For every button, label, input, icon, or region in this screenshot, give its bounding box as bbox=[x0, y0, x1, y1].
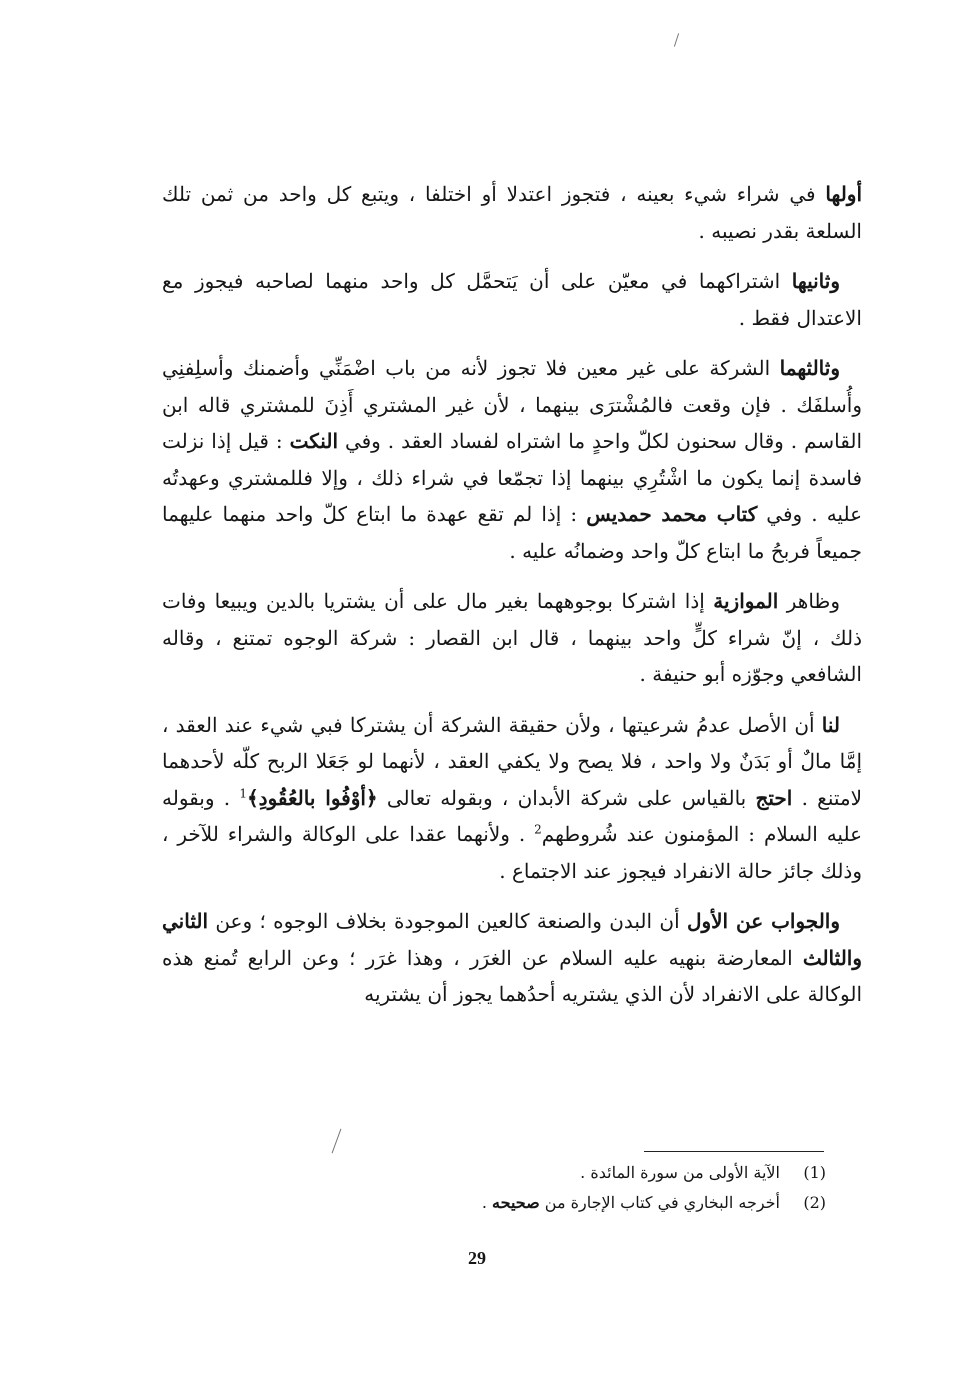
page-number: 29 bbox=[468, 1248, 486, 1268]
text-run: . وبقوله عليه السلام : المؤمنون عند شُروطهم bbox=[162, 785, 863, 846]
scan-mark bbox=[332, 1129, 342, 1154]
paragraph bbox=[162, 707, 862, 890]
footnote bbox=[326, 1158, 826, 1188]
text-run: وظاهر bbox=[778, 589, 840, 613]
text-run: في شراء شيء بعينه ، فتجوز اعتدلا أو اختلفا ، ويتبع كل واحد من ثمن تلك السلعة بقدر نصيبه . bbox=[162, 182, 862, 243]
bold-term: الموازية bbox=[713, 589, 779, 613]
footnote-text bbox=[482, 1188, 780, 1218]
footnote-text bbox=[580, 1158, 780, 1188]
text-run: إذا اشتركا بوجوههما بغير مال على أن يشتريا بالدين ويبيعا وفات ذلك ، إنّ شراء كلٍّ واحد بينهما ، قال ابن القصار : شركة الوجوه تمتنع ، وقاله الشافعي وجوّزه أبو حنيفة . bbox=[162, 589, 862, 686]
footnote-ref: 1 bbox=[239, 785, 247, 800]
bold-term: صحيحه bbox=[492, 1193, 540, 1212]
footnote-number: (1) bbox=[803, 1163, 826, 1182]
paragraph-lead: والجواب عن الأول bbox=[686, 909, 840, 933]
text-run: الشركة على غير معين فلا تجوز لأنه من باب اضْمَنِّي وأضمنك وأسلِفنِي وأُسلفَك . فإن وقعت فالمُشْترَى بينهما ، لأن غير المشتري أَذِنَ للمشتري قاله ابن القاسم . وقال سحنون لكلّ واحدٍ ما اشتراه لفساد العقد . وفي bbox=[162, 356, 862, 453]
bold-term: الثاني والثالث bbox=[162, 909, 862, 970]
paragraph-lead: أولها bbox=[825, 182, 862, 206]
bold-term: كتاب محمد حمديس bbox=[586, 502, 758, 526]
text-run: الآية الأولى من سورة المائدة . bbox=[580, 1163, 780, 1182]
footnotes bbox=[326, 1158, 826, 1218]
paragraph-lead: وثانيها bbox=[791, 269, 840, 293]
text-run: أخرجه البخاري في كتاب الإجارة من bbox=[539, 1193, 780, 1212]
text-run: . ولأنهما عقدا على الوكالة والشراء للآخر ، وذلك جائز حالة الانفراد فيجوز عند الاجتماع . bbox=[162, 822, 862, 883]
text-run: المعارضة بنهيه عليه السلام عن الغرَر ، وهذا غرَر ؛ وعن الرابع تُمنع هذه الوكالة على الانفراد لأن الذي يشتريه أحدُهما يجوز أن يشتريه bbox=[162, 945, 862, 1006]
text-run: : إذا لم تقع عهدة ما ابتاع كلّ واحد منهما عليهما جميعاً فربحُ ما ابتاع كلّ واحد وضمانُه عليه . bbox=[162, 502, 862, 563]
paragraph-lead: لنا bbox=[821, 712, 840, 737]
text-run: اشتراكهما في معيّن على أن يَتحمَّل كل واحد منهما لصاحبه فيجوز مع الاعتدال فقط . bbox=[162, 269, 862, 330]
body-text bbox=[162, 176, 862, 1027]
bold-term: النكت bbox=[289, 429, 338, 453]
bold-term: احتج bbox=[755, 785, 793, 810]
paragraph bbox=[162, 176, 862, 249]
paragraph bbox=[162, 350, 862, 569]
text-run: : قيل إذا نزلت فاسدة إنما يكون ما اشْتُرِي بينهما إذا تجمّعا في شراء ذلك ، وإلا فللمشتري وعهدتُه عليه . وفي bbox=[162, 429, 863, 526]
text-run: أن الأصل عدمُ شرعيتها ، ولأن حقيقة الشركة أن يشتركا فبي شيء عند العقد ، إمَّا مالٌ أو بَدَنٌ ولا واحد ، فلا يصح ولا يكفي العقد ، لأنهما لو جَعَلا الربح كلّه لأحدهما لامتنع . bbox=[162, 712, 863, 810]
text-run: بالقياس على شركة الأبدان ، وبقوله تعالى bbox=[377, 785, 756, 810]
paragraph bbox=[162, 583, 862, 693]
text-run: أن البدن والصنعة كالعين الموجودة بخلاف الوجوه ؛ وعن bbox=[208, 909, 687, 933]
paragraph-lead: وثالثهما bbox=[779, 356, 840, 380]
footnote-ref: 2 bbox=[534, 822, 542, 837]
footnote-number: (2) bbox=[803, 1193, 826, 1212]
footnote bbox=[326, 1188, 826, 1218]
bold-term: ﴿أوْفُوا بالعُقُودِ﴾ bbox=[246, 785, 378, 810]
footnote-separator bbox=[644, 1151, 824, 1152]
scan-mark bbox=[674, 33, 679, 47]
paragraph bbox=[162, 263, 862, 336]
paragraph bbox=[162, 903, 862, 1013]
text-run: . bbox=[481, 1193, 493, 1212]
